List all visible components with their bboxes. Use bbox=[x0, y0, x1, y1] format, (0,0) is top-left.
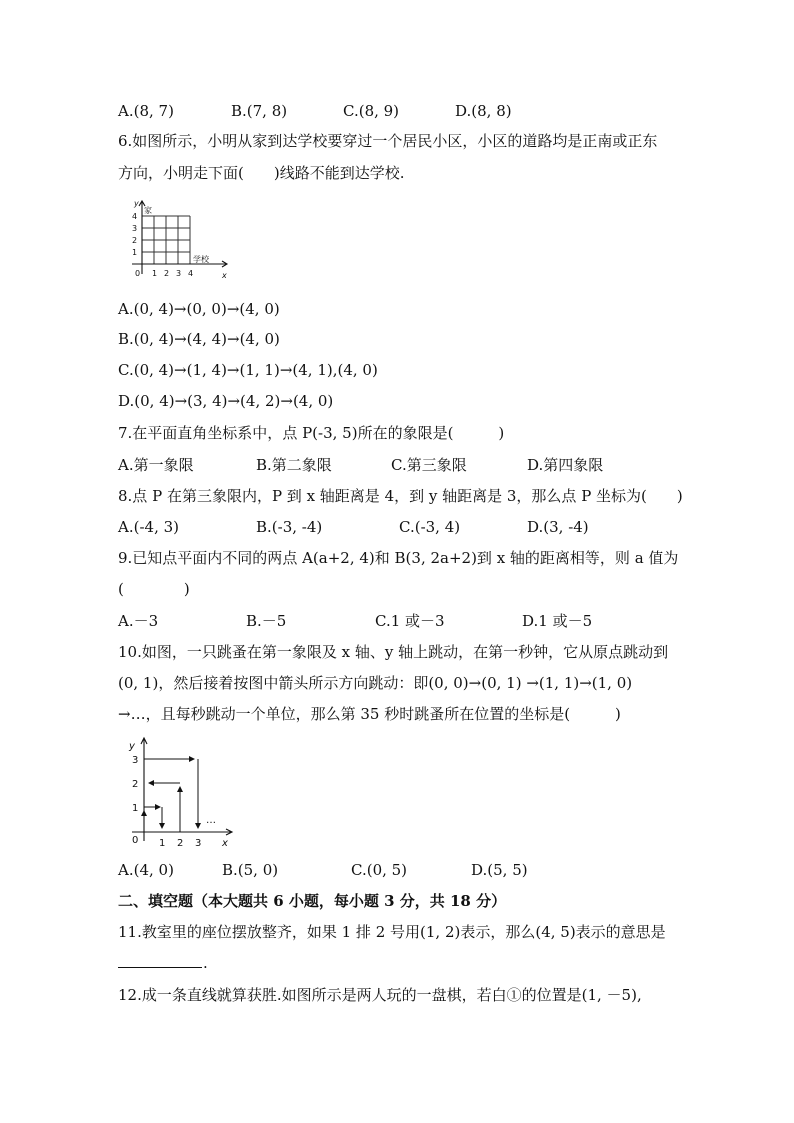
q6-x-tick: 2 bbox=[164, 269, 170, 278]
q10-jump-path bbox=[144, 759, 198, 832]
q5-option-c: C.(8, 9) bbox=[343, 102, 400, 120]
q11-end-period: . bbox=[203, 954, 208, 972]
q10-option-b: B.(5, 0) bbox=[222, 861, 279, 879]
q10-x-label: x bbox=[222, 838, 228, 849]
q10-flea-path-figure bbox=[118, 735, 238, 853]
q6-x-tick: 4 bbox=[188, 269, 194, 278]
q6-y-tick: 1 bbox=[132, 248, 138, 257]
q9-option-d: D.1 或－5 bbox=[522, 612, 593, 630]
q7-stem: 7.在平面直角坐标系中，点 P(-3, 5)所在的象限是( ) bbox=[118, 424, 505, 442]
q10-option-d: D.(5, 5) bbox=[471, 861, 528, 879]
q6-option-d: D.(0, 4)→(3, 4)→(4, 2)→(4, 0) bbox=[118, 392, 334, 410]
q5-option-b: B.(7, 8) bbox=[231, 102, 288, 120]
q7-option-c: C.第三象限 bbox=[391, 456, 467, 474]
q6-home-label: 家 bbox=[144, 206, 152, 215]
q6-x-tick: 3 bbox=[176, 269, 182, 278]
q5-option-a: A.(8, 7) bbox=[118, 102, 174, 120]
q6-grid-figure bbox=[118, 196, 233, 286]
q10-stem-line3: →…，且每秒跳动一个单位，那么第 35 秒时跳蚤所在位置的坐标是( ) bbox=[118, 705, 621, 723]
q6-stem-line1: 6.如图所示，小明从家到达学校要穿过一个居民小区，小区的道路均是正南或正东 bbox=[118, 132, 658, 150]
q6-origin: 0 bbox=[135, 269, 141, 278]
q8-option-b: B.(-3, -4) bbox=[256, 518, 323, 536]
q9-stem-line2: ( ) bbox=[118, 580, 190, 598]
q6-y-label: y bbox=[134, 199, 139, 208]
q9-option-c: C.1 或－3 bbox=[375, 612, 445, 630]
q6-option-a: A.(0, 4)→(0, 0)→(4, 0) bbox=[118, 300, 280, 318]
q6-stem-line2: 方向，小明走下面( )线路不能到达学校. bbox=[118, 164, 405, 182]
q6-y-tick: 2 bbox=[132, 236, 138, 245]
section2-heading: 二、填空题（本大题共 6 小题，每小题 3 分，共 18 分） bbox=[118, 892, 507, 910]
q11-answer-blank bbox=[118, 967, 202, 968]
q7-option-d: D.第四象限 bbox=[527, 456, 604, 474]
q10-option-c: C.(0, 5) bbox=[351, 861, 408, 879]
q10-y-tick: 3 bbox=[132, 755, 139, 766]
q6-y-tick: 3 bbox=[132, 224, 138, 233]
q10-y-tick: 2 bbox=[132, 779, 139, 790]
q12-stem: 12.成一条直线就算获胜.如图所示是两人玩的一盘棋，若白①的位置是(1, －5), bbox=[118, 986, 642, 1004]
q10-ellipsis: … bbox=[206, 815, 216, 826]
q10-x-tick: 3 bbox=[195, 838, 202, 849]
q6-school-label: 学校 bbox=[193, 255, 209, 264]
q9-option-b: B.－5 bbox=[246, 612, 287, 630]
q8-option-d: D.(3, -4) bbox=[527, 518, 589, 536]
q6-y-tick: 4 bbox=[132, 212, 138, 221]
q10-option-a: A.(4, 0) bbox=[118, 861, 174, 879]
q6-x-tick: 1 bbox=[152, 269, 158, 278]
q5-option-d: D.(8, 8) bbox=[455, 102, 512, 120]
q6-x-label: x bbox=[222, 271, 227, 280]
q10-x-tick: 1 bbox=[159, 838, 166, 849]
q9-option-a: A.－3 bbox=[118, 612, 159, 630]
q10-x-tick: 2 bbox=[177, 838, 184, 849]
q7-option-b: B.第二象限 bbox=[256, 456, 332, 474]
q10-y-label: y bbox=[129, 741, 135, 752]
q10-y-tick: 1 bbox=[132, 803, 139, 814]
q6-option-c: C.(0, 4)→(1, 4)→(1, 1)→(4, 1),(4, 0) bbox=[118, 361, 378, 379]
q7-option-a: A.第一象限 bbox=[118, 456, 194, 474]
q10-origin: 0 bbox=[132, 835, 139, 846]
q8-option-c: C.(-3, 4) bbox=[399, 518, 461, 536]
q8-option-a: A.(-4, 3) bbox=[118, 518, 179, 536]
q8-stem: 8.点 P 在第三象限内，P 到 x 轴距离是 4，到 y 轴距离是 3，那么点 P 坐标为( ) bbox=[118, 487, 683, 505]
q11-stem: 11.教室里的座位摆放整齐，如果 1 排 2 号用(1, 2)表示，那么(4, 5)表示的意思是 bbox=[118, 923, 666, 941]
q10-stem-line1: 10.如图，一只跳蚤在第一象限及 x 轴、y 轴上跳动，在第一秒钟，它从原点跳动到 bbox=[118, 643, 669, 661]
q10-stem-line2: (0, 1)，然后接着按图中箭头所示方向跳动：即(0, 0)→(0, 1) →(1, 1)→(1, 0) bbox=[118, 674, 633, 692]
q6-option-b: B.(0, 4)→(4, 4)→(4, 0) bbox=[118, 330, 280, 348]
q9-stem-line1: 9.已知点平面内不同的两点 A(a+2, 4)和 B(3, 2a+2)到 x 轴的距离相等，则 a 值为 bbox=[118, 549, 679, 567]
